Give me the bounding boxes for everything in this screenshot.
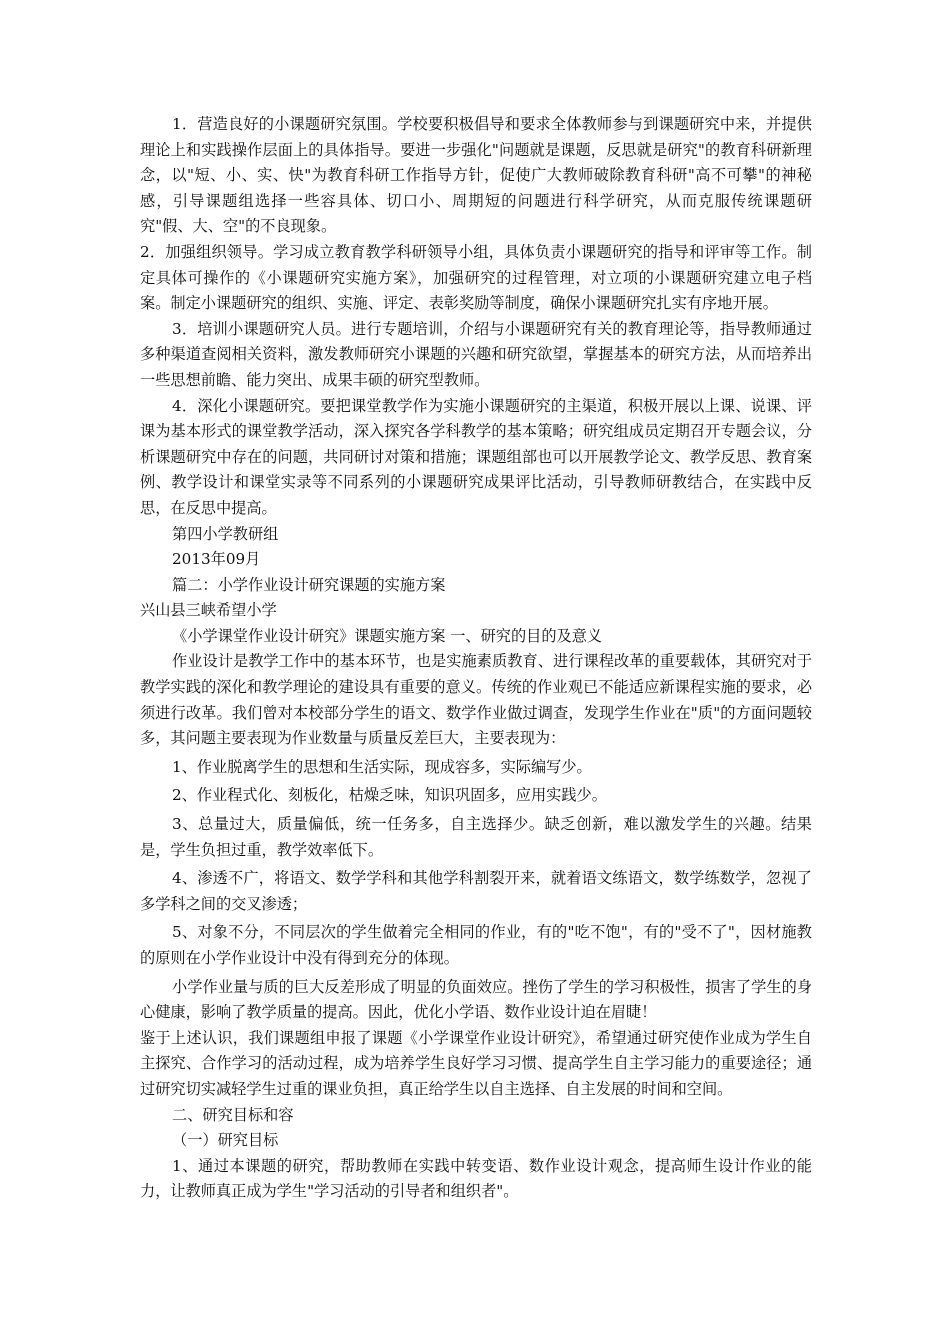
section-heading: 篇二：小学作业设计研究课题的实施方案 — [172, 575, 446, 594]
paragraph-4: 4．深化小课题研究。要把课堂教学作为实施小课题研究的主渠道，积极开展以上课、说课、评课为基本形式的课堂教学活动，深入探究各学科教学的基本策略；研究组成员定期召开专题会议，分析课题研究中存在的问题，共同研讨对策和措施；课题组部也可以开展教学论文、教学反思、教育案例、教学设计和课堂实录等不同系列的小课题研究成果评比活动，引导教师研教结合，在实践中反思，在反思中提高。 — [140, 396, 812, 517]
signature-group: 第四小学教研组 — [172, 524, 279, 543]
school-name: 兴山县三峡希望小学 — [140, 601, 277, 620]
document-body — [140, 112, 812, 1205]
paragraph-conclusion: 鉴于上述认识，我们课题组申报了课题《小学课堂作业设计研究》，希望通过研究使作业成为学生自主探究、合作学习的活动过程，成为培养学生良好学习习惯、提高学生自主学习能力的重要途径；通过研究切实减轻学生过重的课业负担，真正给学生以自主选择、自主发展的时间和空间。 — [140, 1028, 812, 1098]
plan-title: 《小学课堂作业设计研究》课题实施方案 一、研究的目的及意义 — [172, 626, 603, 645]
goal-item-1: 1、通过本课题的研究，帮助教师在实践中转变语、数作业设计观念，提高师生设计作业的能力，让教师真正成为学生"学习活动的引导者和组织者"。 — [140, 1156, 812, 1201]
paragraph-intro: 作业设计是教学工作中的基本环节，也是实施素质教育、进行课程改革的重要载体，其研究对于教学实践的深化和教学理论的建设具有重要的意义。传统的作业观已不能适应新课程实施的要求，必须进行改革。我们曾对本校部分学生的语文、数学作业做过调查，发现学生作业在"质"的方面问题较多，其问题主要表现为作业数量与质量反差巨大，主要表现为： — [140, 652, 812, 748]
signature-date: 2013年09月 — [172, 550, 261, 569]
heading-goals-content: 二、研究目标和容 — [172, 1105, 294, 1124]
list-item-4: 4、渗透不广，将语文、数学学科和其他学科割裂开来，就着语文练语文，数学练数学，忽视了多学科之间的交叉渗透； — [140, 869, 812, 913]
paragraph-1: 1．营造良好的小课题研究氛围。学校要积极倡导和要求全体教师参与到课题研究中来，并提供理论上和实践操作层面上的具体指导。要进一步强化"问题就是课题，反思就是研究"的教育科研新理念，以"短、小、实、快"为教育科研工作指导方针，促使广大教师破除教育科研"高不可攀"的神秘感，引导课题组选择一些容具体、切口小、周期短的问题进行科学研究，从而克服传统课题研究"假、大、空"的不良现象。 — [140, 115, 812, 236]
paragraph-2: 2．加强组织领导。学习成立教育教学科研领导小组，具体负责小课题研究的指导和评审等工作。制定具体可操作的《小课题研究实施方案》，加强研究的过程管理，对立项的小课题研究建立电子档案。制定小课题研究的组织、实施、评定、表彰奖励等制度，确保小课题研究扎实有序地开展。 — [140, 242, 812, 313]
list-item-5: 5、对象不分，不同层次的学生做着完全相同的作业，有的"吃不饱"，有的"受不了"，因材施教的原则在小学作业设计中没有得到充分的体现。 — [140, 923, 812, 967]
list-item-3: 3、总量过大，质量偏低，统一任务多，自主选择少。缺乏创新，难以激发学生的兴趣。结果是，学生负担过重，教学效率低下。 — [140, 815, 812, 859]
paragraph-effects: 小学作业量与质的巨大反差形成了明显的负面效应。挫伤了学生的学习积极性，损害了学生的身心健康，影响了教学质量的提高。因此，优化小学语、数作业设计迫在眉睫！ — [140, 977, 812, 1022]
paragraph-3: 3．培训小课题研究人员。进行专题培训，介绍与小课题研究有关的教育理论等，指导教师通过多种渠道查阅相关资料，激发教师研究小课题的兴趣和研究欲望，掌握基本的研究方法，从而培养出一些思想前瞻、能力突出、成果丰硕的研究型教师。 — [140, 319, 812, 389]
list-item-1: 1、作业脱离学生的思想和生活实际，现成容多，实际编写少。 — [172, 757, 592, 776]
list-item-2: 2、作业程式化、刻板化，枯燥乏味，知识巩固多，应用实践少。 — [172, 786, 607, 805]
heading-goals: （一）研究目标 — [172, 1131, 279, 1150]
